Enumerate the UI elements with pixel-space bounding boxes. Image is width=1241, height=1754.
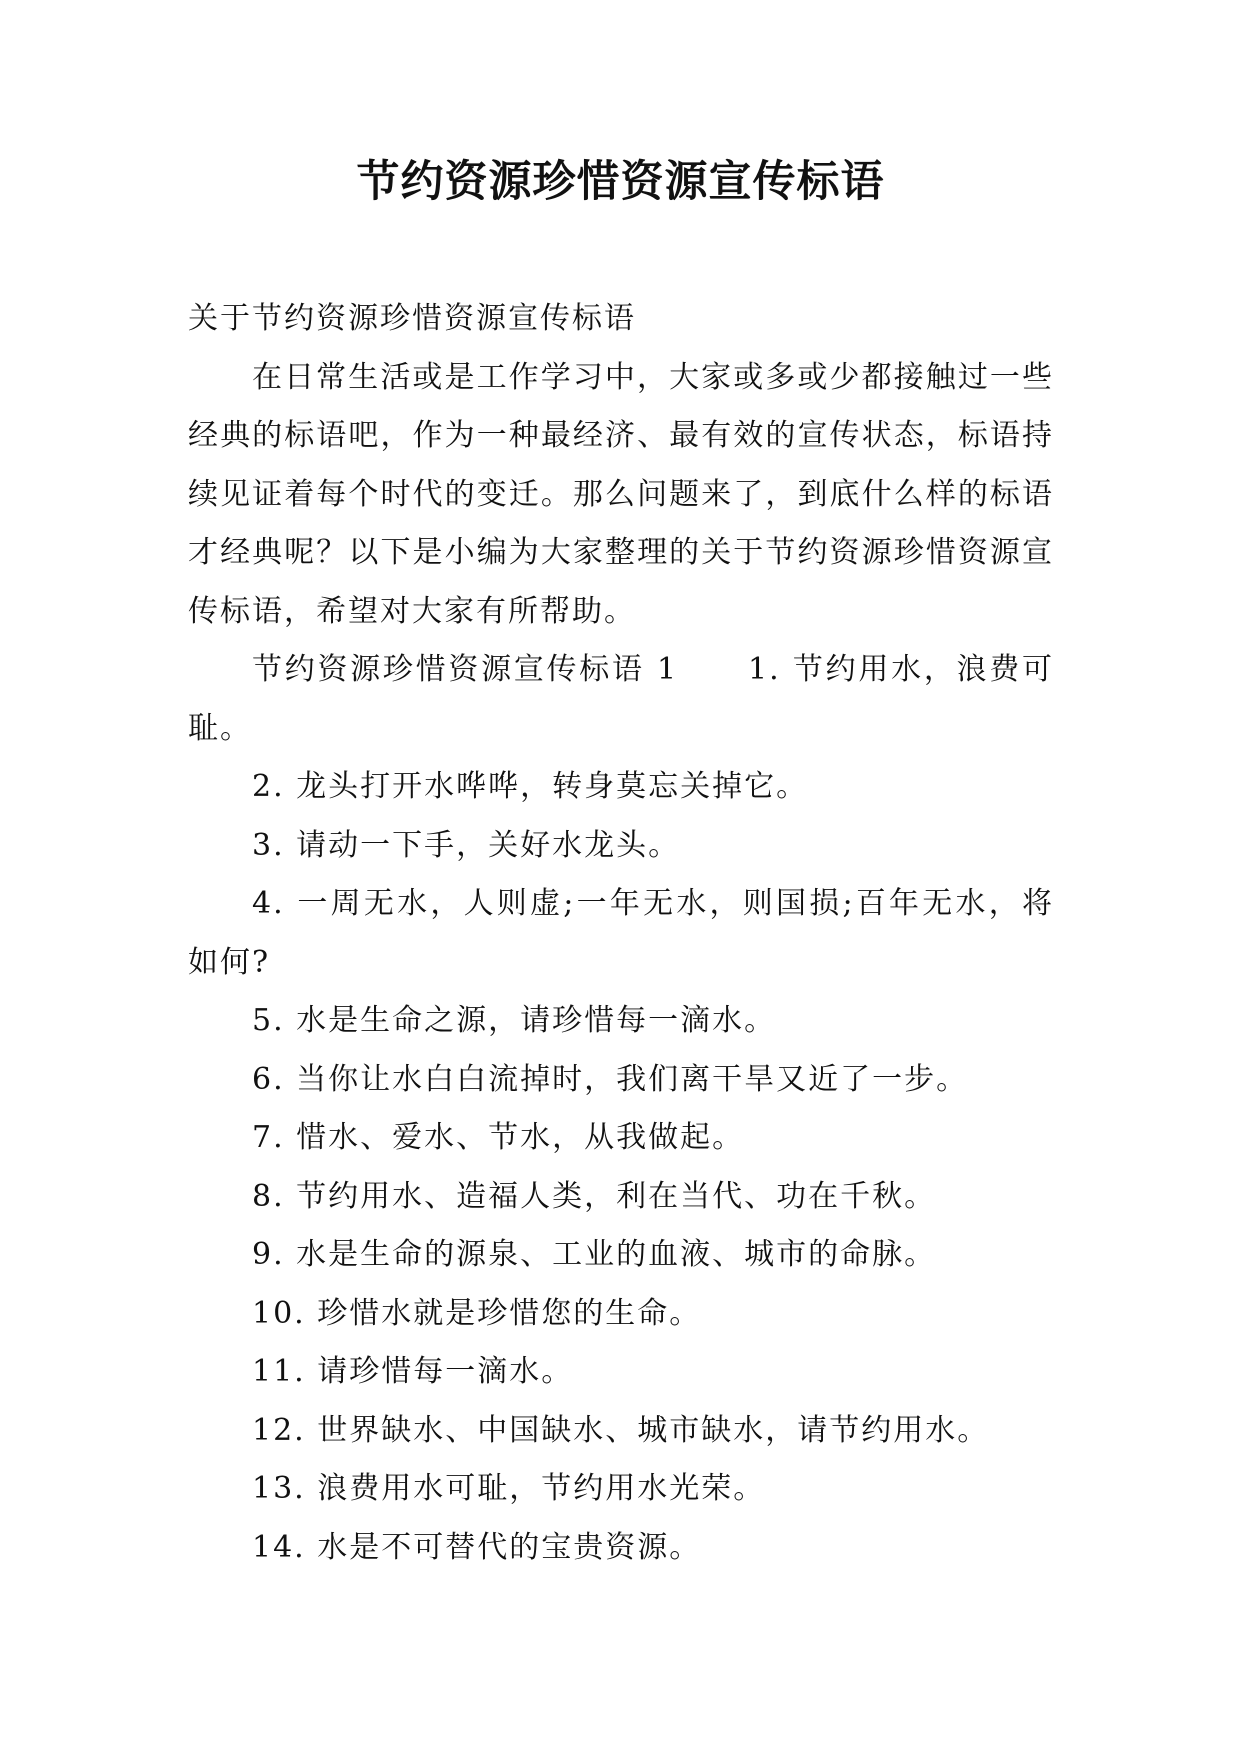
- intro-paragraph: 在日常生活或是工作学习中，大家或多或少都接触过一些经典的标语吧，作为一种最经济、最有效的宣传状态，标语持续见证着每个时代的变迁。那么问题来了，到底什么样的标语才经典呢？以下是小编为大家整理的关于节约资源珍惜资源宣传标语，希望对大家有所帮助。: [188, 359, 1054, 629]
- list-item: 9. 水是生命的源泉、工业的血液、城市的命脉。: [252, 1237, 937, 1272]
- list-item: 14. 水是不可替代的宝贵资源。: [252, 1529, 702, 1565]
- subtitle: 关于节约资源珍惜资源宣传标语: [188, 301, 636, 336]
- list-item: 10. 珍惜水就是珍惜您的生命。: [252, 1295, 702, 1331]
- list-item: 5. 水是生命之源，请珍惜每一滴水。: [252, 1003, 777, 1038]
- list-item: 6. 当你让水白白流掉时，我们离干旱又近了一步。: [252, 1061, 969, 1097]
- document-body: [188, 290, 1054, 1577]
- list-item: 2. 龙头打开水哗哗，转身莫忘关掉它。: [252, 769, 809, 804]
- section-paragraph: [188, 641, 1054, 758]
- list-item: 12. 世界缺水、中国缺水、城市缺水，请节约用水。: [252, 1412, 990, 1448]
- list-item: 3. 请动一下手，关好水龙头。: [252, 827, 681, 863]
- list-item: 4. 一周无水，人则虚;一年无水，则国损;百年无水，将如何?: [188, 886, 1054, 980]
- list-item: 1. 节约用水，浪费可耻。: [188, 652, 1054, 746]
- list-item: 7. 惜水、爱水、节水，从我做起。: [252, 1120, 745, 1155]
- list-item: 11. 请珍惜每一滴水。: [252, 1354, 574, 1389]
- list-item: 8. 节约用水、造福人类，利在当代、功在千秋。: [252, 1178, 937, 1214]
- list-item: 13. 浪费用水可耻，节约用水光荣。: [252, 1471, 766, 1506]
- section-heading: 节约资源珍惜资源宣传标语 1: [252, 652, 679, 687]
- document-title: 节约资源珍惜资源宣传标语: [356, 157, 885, 207]
